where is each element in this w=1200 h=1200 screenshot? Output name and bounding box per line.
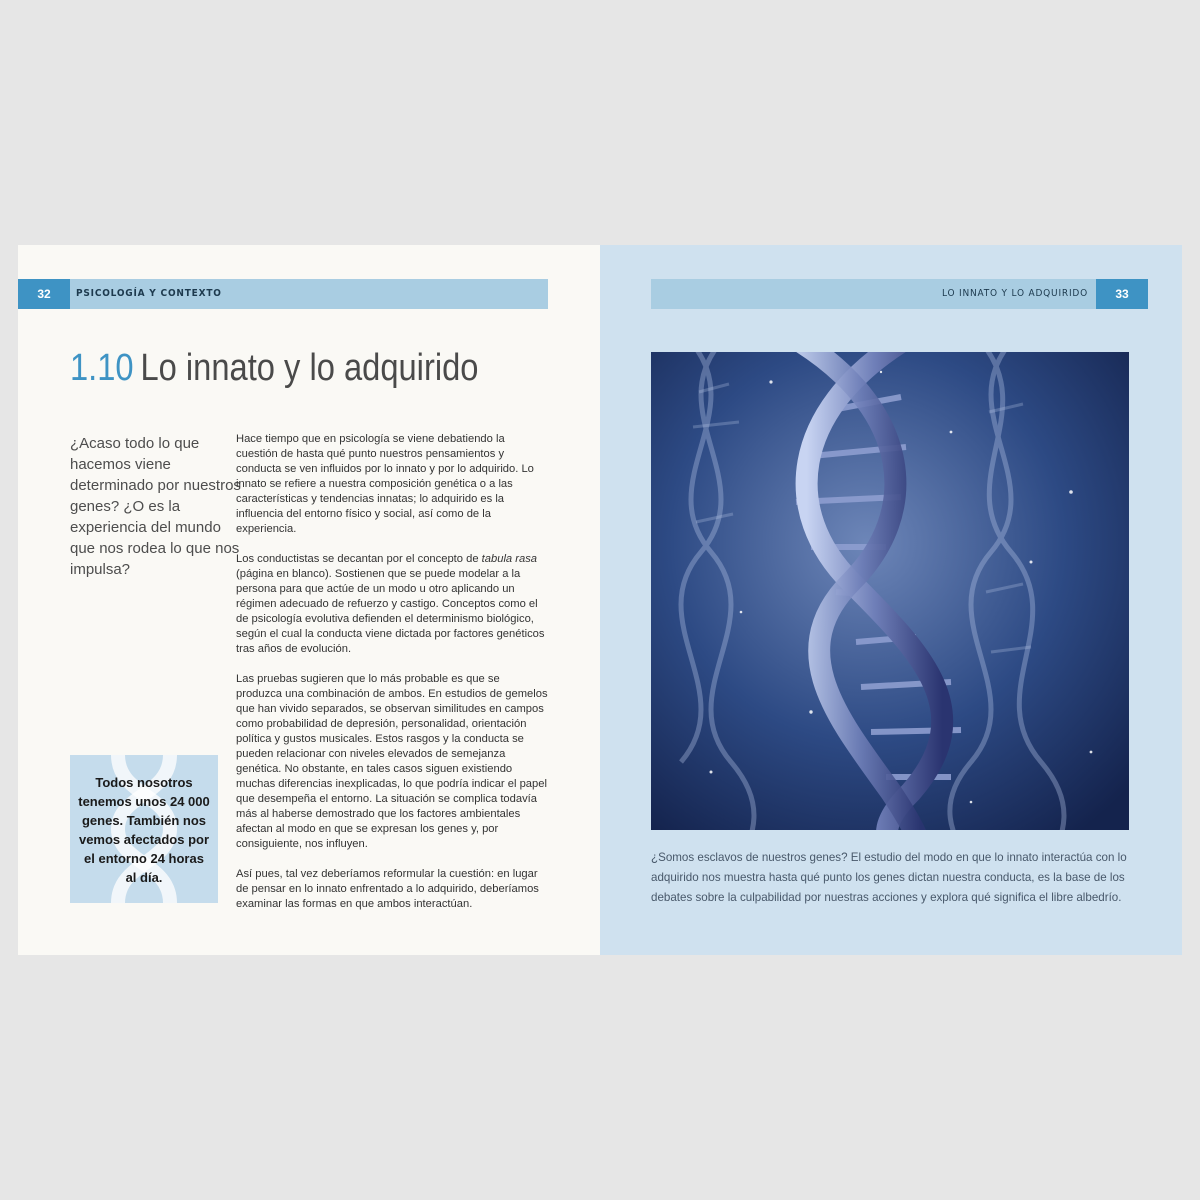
page-number-right: 33 <box>1096 279 1148 309</box>
body-paragraph-2 <box>236 552 548 657</box>
body-paragraph-3: Las pruebas sugieren que lo más probable es que se produzca una combinación de ambos. En estudios de gemelos que han vivido separados, se observan similitudes en campos como probabilidad de depresión, personalidad, orientación política y gustos musicales. Estos rasgos y la conducta se pueden relacionar con niveles elevados de semejanza genética. No obstante, en tales casos siguen existiendo muchas diferencias inexplicadas, lo que podría indicar el papel que desempeña el entorno. La situación se complica todavía más al haberse demostrado que los factores ambientales afectan al modo en que se expresan los genes y, por consiguiente, nos influyen. <box>236 673 548 850</box>
page-number-left: 32 <box>18 279 70 309</box>
running-head-right: LO INNATO Y LO ADQUIRIDO <box>942 288 1088 299</box>
chapter-title-text: Lo innato y lo adquirido <box>140 347 479 389</box>
right-header-bar <box>651 279 1148 309</box>
running-head-left: PSICOLOGÍA Y CONTEXTO <box>76 288 222 299</box>
body-paragraph-4: Así pues, tal vez deberíamos reformular la cuestión: en lugar de pensar en lo innato enfrentado a lo adquirido, deberíamos examinar las formas en que ambos interactúan. <box>236 868 539 910</box>
chapter-number: 1.10 <box>70 347 134 389</box>
chapter-title <box>70 347 478 390</box>
dna-helix-image <box>651 352 1129 830</box>
left-header-bar <box>18 279 548 309</box>
photo-caption: ¿Somos esclavos de nuestros genes? El estudio del modo en que lo innato interactúa con lo adquirido nos muestra hasta qué punto los genes dictan nuestra conducta, es la base de los debates sobre la culpabilidad por nuestras acciones y explora qué significa el libre albedrío. <box>651 851 1127 904</box>
body-paragraph-1: Hace tiempo que en psicología se viene debatiendo la cuestión de hasta qué punto nuestros pensamientos y conducta se ven influidos por lo innato y por lo adquirido. Lo innato se refiere a nuestra composición genética o a las características y tendencias innatas; lo adquirido es la influencia del entorno físico y social, así como de la experiencia. <box>236 433 534 535</box>
body-paragraph-2-start: Los conductistas se decantan por el concepto de <box>236 553 482 565</box>
left-page <box>18 245 600 955</box>
fact-box-text: Todos nosotros tenemos unos 24 000 genes. También nos vemos afectados por el entorno 24 horas al día. <box>78 775 210 885</box>
body-text <box>236 432 548 927</box>
right-page <box>600 245 1182 955</box>
book-spread <box>18 245 1182 955</box>
body-paragraph-2-end: (página en blanco). Sostienen que se puede modelar a la persona para que actúe de un modo u otro aplicando un régimen adecuado de refuerzo y castigo. Conceptos como el de psicología evolutiva defienden el determinismo biológico, según el cual la conducta viene dictada por factores genéticos tras años de evolución. <box>236 568 545 655</box>
fact-box <box>70 755 218 903</box>
pull-question: ¿Acaso todo lo que hacemos viene determinado por nuestros genes? ¿O es la experiencia del mundo que nos rodea lo que nos impulsa? <box>70 435 241 578</box>
term-tabula-rasa: tabula rasa <box>481 553 538 565</box>
dna-photo <box>651 352 1129 830</box>
